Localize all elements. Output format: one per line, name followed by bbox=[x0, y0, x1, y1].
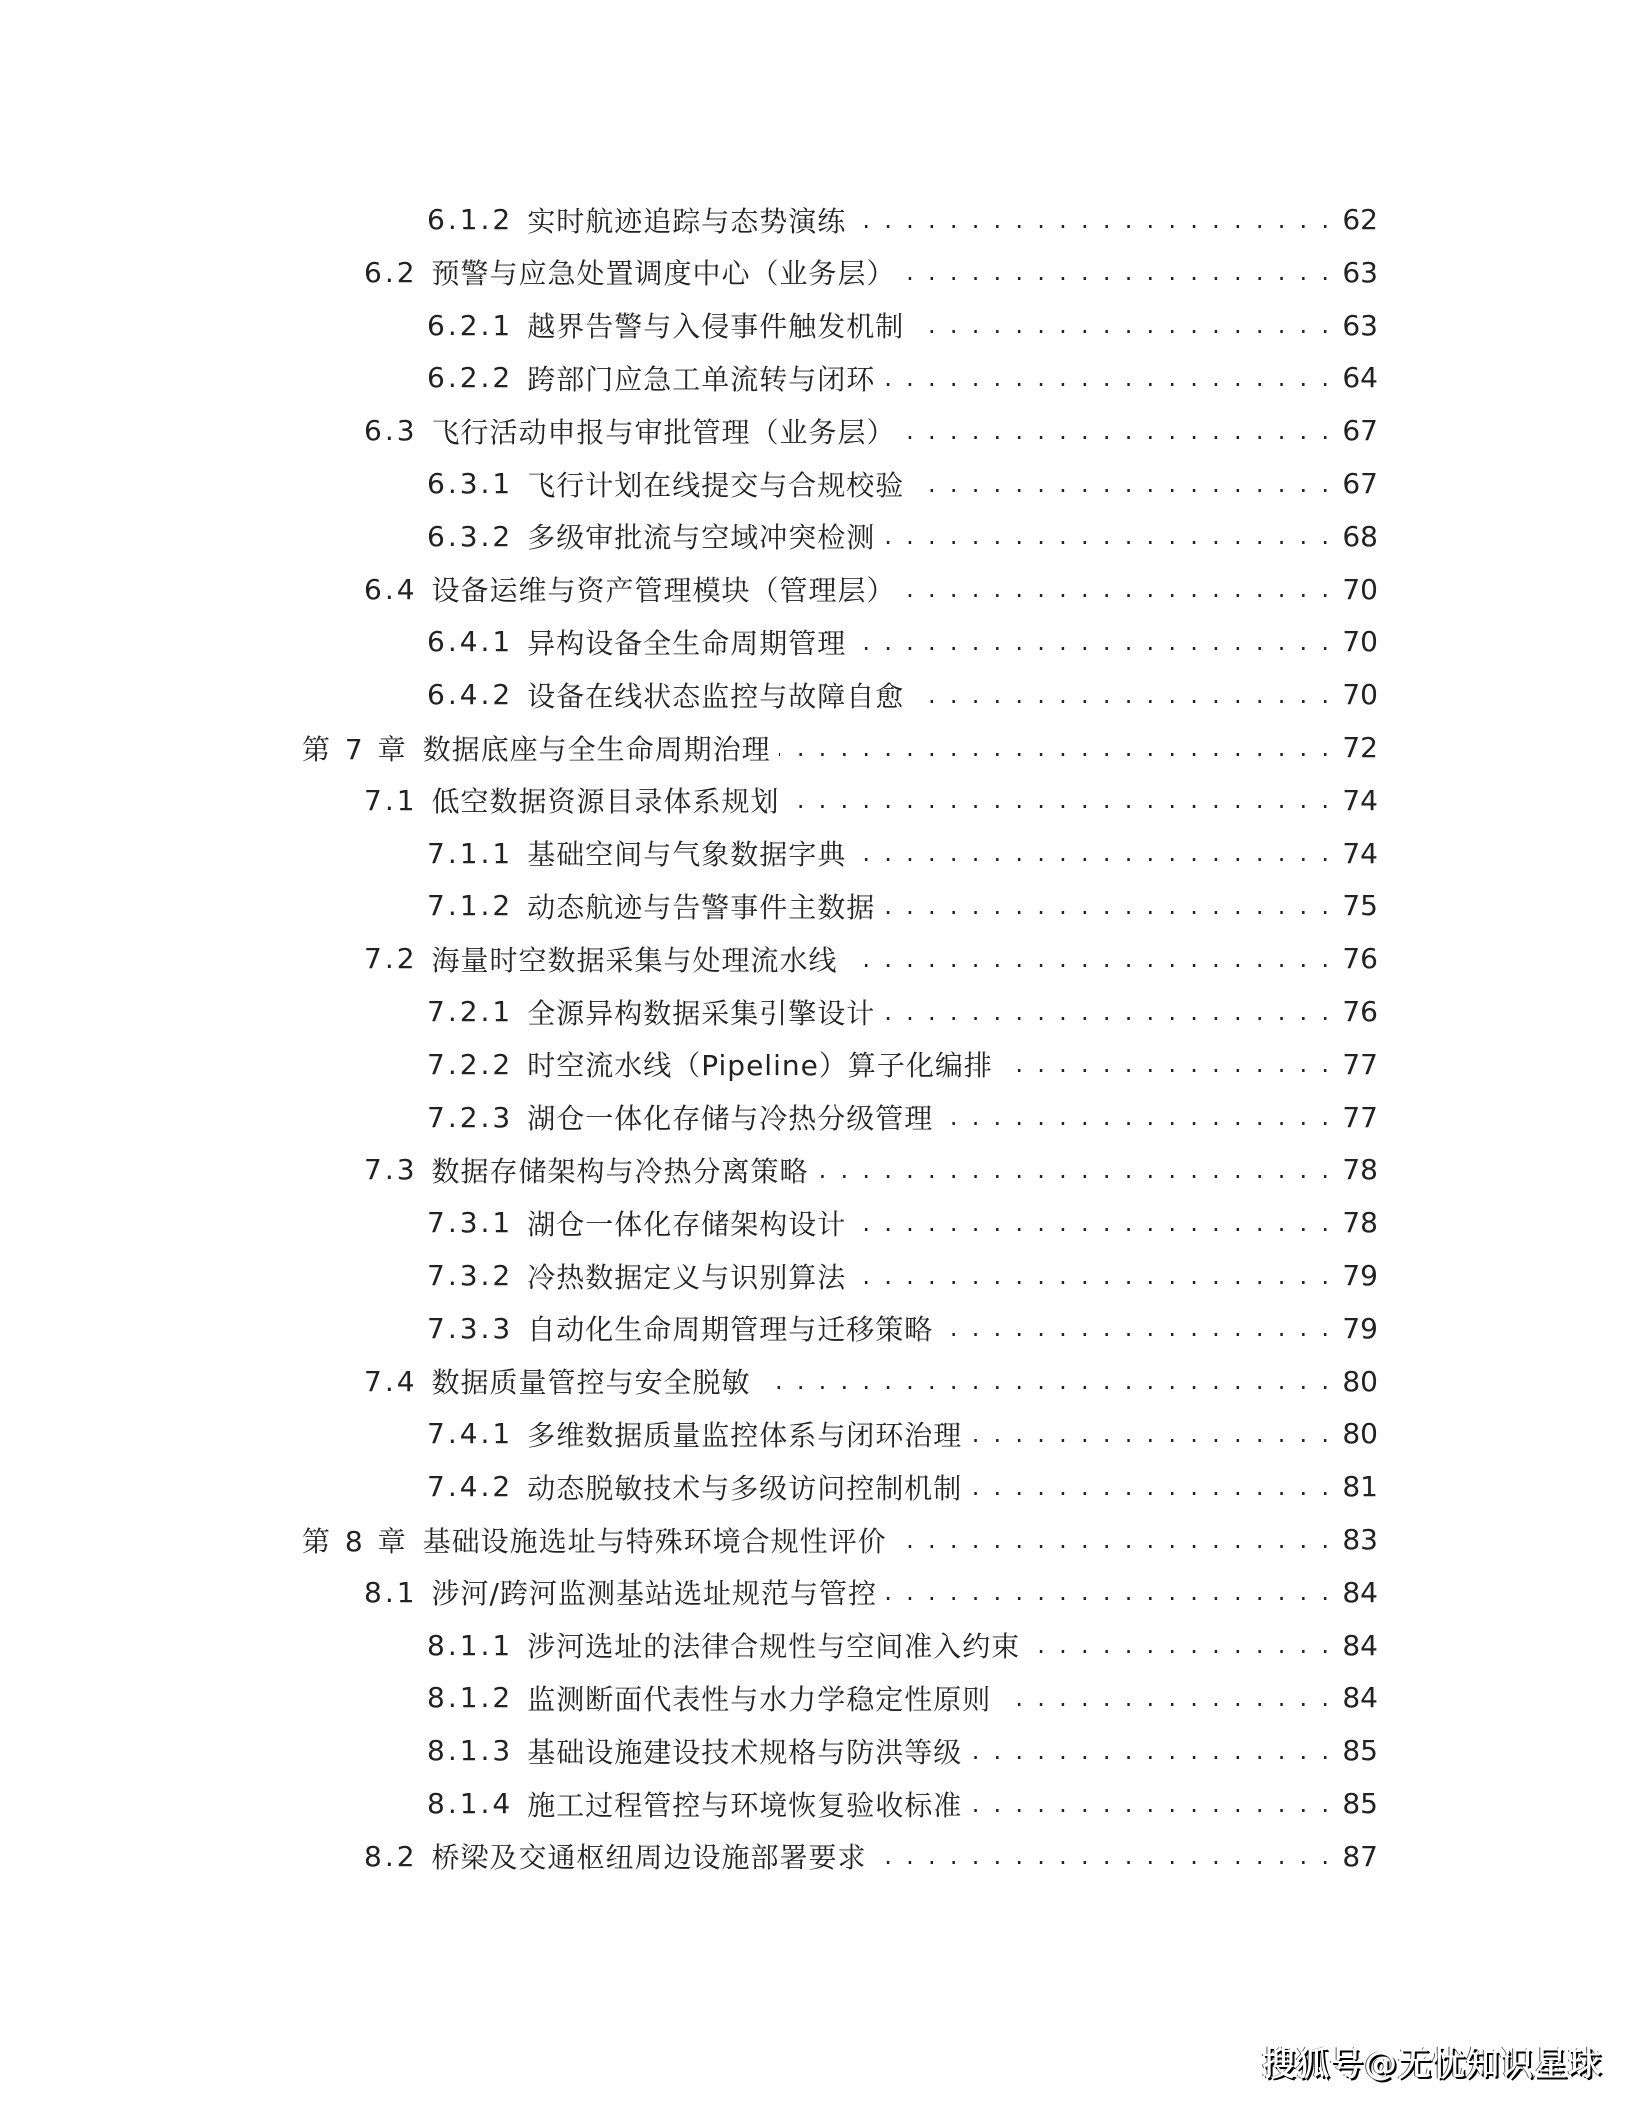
dot-leader bbox=[846, 932, 1333, 985]
toc-title: 预警与应急处置调度中心（业务层） bbox=[431, 257, 896, 291]
dot-leader bbox=[904, 246, 1333, 299]
toc-section[interactable] bbox=[364, 774, 1378, 827]
dot-leader bbox=[895, 1513, 1333, 1566]
toc-page-number: 80 bbox=[1342, 1364, 1378, 1398]
toc-page-number: 75 bbox=[1342, 889, 1378, 923]
toc-title: 飞行计划在线提交与合规校验 bbox=[527, 468, 905, 502]
toc-subsection[interactable] bbox=[427, 668, 1378, 721]
toc-title: 数据存储架构与冷热分离策略 bbox=[431, 1154, 809, 1188]
toc-title: 动态航迹与告警事件主数据 bbox=[527, 890, 876, 924]
toc-number: 8.1.1 bbox=[427, 1628, 514, 1662]
dot-leader bbox=[883, 351, 1332, 404]
toc-number: 7.2.1 bbox=[427, 995, 514, 1028]
toc-number: 8.1.2 bbox=[427, 1681, 514, 1715]
toc-subsection[interactable] bbox=[427, 351, 1378, 404]
toc-page-number: 81 bbox=[1342, 1470, 1378, 1504]
dot-leader bbox=[970, 1407, 1332, 1460]
toc-subsection[interactable] bbox=[427, 1671, 1378, 1724]
toc-title: 动态脱敏技术与多级访问控制机制 bbox=[527, 1471, 963, 1505]
toc-number: 6.3.2 bbox=[427, 519, 514, 553]
dot-leader bbox=[970, 1724, 1332, 1777]
toc-section[interactable] bbox=[364, 246, 1378, 299]
watermark: 搜狐号@无忧知识星球 bbox=[1262, 2044, 1602, 2083]
toc-title: 施工过程管控与环境恢复验收标准 bbox=[527, 1788, 963, 1822]
toc-number: 7.4 bbox=[364, 1364, 418, 1398]
toc-title: 数据质量管控与安全脱敏 bbox=[431, 1366, 751, 1400]
toc-number: 6.2.1 bbox=[427, 308, 514, 342]
toc-section[interactable] bbox=[364, 1830, 1378, 1883]
toc-page-number: 78 bbox=[1342, 1153, 1378, 1187]
toc-page-number: 79 bbox=[1342, 1311, 1378, 1345]
dot-leader bbox=[854, 827, 1332, 880]
toc-title: 基础设施建设技术规格与防洪等级 bbox=[527, 1735, 963, 1769]
dot-leader bbox=[817, 1143, 1333, 1196]
toc-section[interactable] bbox=[364, 932, 1378, 985]
toc-title: 多级审批流与空域冲突检测 bbox=[527, 521, 876, 555]
dot-leader bbox=[854, 615, 1332, 668]
toc-number: 6.3 bbox=[364, 414, 418, 448]
toc-page-number: 74 bbox=[1342, 783, 1378, 817]
toc-title: 全源异构数据采集引擎设计 bbox=[527, 996, 876, 1030]
toc-subsection[interactable] bbox=[427, 827, 1378, 880]
toc-number: 8.1.4 bbox=[427, 1787, 514, 1820]
toc-subsection[interactable] bbox=[427, 985, 1378, 1038]
toc-page-number: 74 bbox=[1342, 836, 1378, 870]
toc-title: 设备运维与资产管理模块（管理层） bbox=[431, 574, 896, 608]
toc-title: 海量时空数据采集与处理流水线 bbox=[431, 943, 838, 977]
toc-number: 7.1 bbox=[364, 783, 418, 817]
dot-leader bbox=[759, 1355, 1333, 1408]
toc-page-number: 67 bbox=[1342, 414, 1378, 448]
toc-title: 越界告警与入侵事件触发机制 bbox=[527, 310, 905, 344]
toc-title: 数据底座与全生命周期治理 bbox=[422, 732, 771, 766]
dot-leader bbox=[883, 510, 1332, 563]
toc-number: 6.2.2 bbox=[427, 361, 514, 395]
toc-title: 跨部门应急工单流转与闭环 bbox=[527, 362, 876, 396]
toc-number: 第 7 章 bbox=[302, 732, 409, 766]
toc-subsection[interactable] bbox=[427, 1460, 1378, 1513]
toc-number: 7.3.2 bbox=[427, 1259, 514, 1292]
dot-leader bbox=[788, 774, 1333, 827]
toc-page-number: 79 bbox=[1342, 1259, 1378, 1292]
toc-number: 6.4.2 bbox=[427, 678, 514, 712]
toc-subsection[interactable] bbox=[427, 1196, 1378, 1249]
toc-number: 第 8 章 bbox=[302, 1524, 409, 1558]
toc-title: 实时航迹追踪与态势演练 bbox=[527, 204, 847, 238]
dot-leader bbox=[941, 1091, 1332, 1144]
toc-title: 时空流水线（Pipeline）算子化编排 bbox=[527, 1049, 993, 1083]
toc-page-number: 62 bbox=[1342, 203, 1378, 236]
toc-title: 冷热数据定义与识别算法 bbox=[527, 1260, 847, 1294]
toc-subsection[interactable] bbox=[427, 1302, 1378, 1355]
toc-subsection[interactable] bbox=[427, 457, 1378, 510]
toc-page-number: 68 bbox=[1342, 519, 1378, 553]
toc-title: 低空数据资源目录体系规划 bbox=[431, 785, 780, 819]
dot-leader bbox=[912, 457, 1332, 510]
toc-page-number: 76 bbox=[1342, 942, 1378, 976]
toc-title: 湖仓一体化存储与冷热分级管理 bbox=[527, 1102, 934, 1136]
toc-page-number: 77 bbox=[1342, 1047, 1378, 1081]
toc-section[interactable] bbox=[364, 1355, 1378, 1408]
toc-subsection[interactable] bbox=[427, 299, 1378, 352]
dot-leader bbox=[904, 563, 1333, 616]
toc-subsection[interactable] bbox=[427, 1777, 1378, 1830]
toc-chapter[interactable] bbox=[302, 721, 1378, 774]
toc-subsection[interactable] bbox=[427, 1407, 1378, 1460]
dot-leader bbox=[779, 721, 1333, 774]
toc-number: 6.4.1 bbox=[427, 625, 514, 659]
toc-page-number: 85 bbox=[1342, 1734, 1378, 1768]
toc-page-number: 63 bbox=[1342, 308, 1378, 342]
toc-title: 自动化生命周期管理与迁移策略 bbox=[527, 1313, 934, 1347]
toc-page-number: 64 bbox=[1342, 361, 1378, 395]
toc-chapter[interactable] bbox=[302, 1513, 1378, 1566]
toc-section[interactable] bbox=[364, 404, 1378, 457]
toc-number: 6.4 bbox=[364, 572, 418, 606]
toc-section[interactable] bbox=[364, 563, 1378, 616]
toc-number: 8.1.3 bbox=[427, 1734, 514, 1768]
toc-subsection[interactable] bbox=[427, 1249, 1378, 1302]
toc-number: 6.1.2 bbox=[427, 203, 514, 236]
dot-leader bbox=[999, 1671, 1332, 1724]
toc-page-number: 72 bbox=[1342, 731, 1378, 764]
toc-number: 7.1.2 bbox=[427, 889, 514, 923]
toc-number: 8.1 bbox=[364, 1575, 418, 1609]
toc-number: 7.3.1 bbox=[427, 1206, 514, 1240]
dot-leader bbox=[912, 668, 1332, 721]
dot-leader bbox=[1028, 1619, 1332, 1672]
toc-title: 湖仓一体化存储架构设计 bbox=[527, 1207, 847, 1241]
toc-title: 飞行活动申报与审批管理（业务层） bbox=[431, 415, 896, 449]
toc-subsection[interactable] bbox=[427, 1091, 1378, 1144]
toc-page-number: 83 bbox=[1342, 1523, 1378, 1556]
toc-number: 7.1.1 bbox=[427, 836, 514, 870]
toc-number: 7.3 bbox=[364, 1153, 418, 1187]
toc-page-number: 67 bbox=[1342, 467, 1378, 500]
toc-number: 7.4.1 bbox=[427, 1417, 514, 1451]
toc-subsection[interactable] bbox=[427, 1619, 1378, 1672]
toc-subsection[interactable] bbox=[427, 879, 1378, 932]
dot-leader bbox=[970, 1460, 1332, 1513]
toc-page-number: 78 bbox=[1342, 1206, 1378, 1240]
toc-title: 桥梁及交通枢纽周边设施部署要求 bbox=[431, 1841, 867, 1875]
toc-page-number: 84 bbox=[1342, 1681, 1378, 1715]
dot-leader bbox=[885, 1566, 1332, 1619]
toc-page-number: 70 bbox=[1342, 678, 1378, 712]
dot-leader bbox=[854, 1249, 1332, 1302]
toc-number: 7.3.3 bbox=[427, 1311, 514, 1345]
dot-leader bbox=[883, 879, 1332, 932]
toc-number: 8.2 bbox=[364, 1839, 418, 1873]
dot-leader bbox=[854, 1196, 1332, 1249]
toc-subsection[interactable] bbox=[427, 510, 1378, 563]
dot-leader bbox=[875, 1830, 1333, 1883]
dot-leader bbox=[941, 1302, 1332, 1355]
toc-number: 7.2.2 bbox=[427, 1047, 514, 1081]
dot-leader bbox=[904, 404, 1333, 457]
toc-number: 6.3.1 bbox=[427, 467, 514, 500]
toc-title: 基础设施选址与特殊环境合规性评价 bbox=[422, 1524, 887, 1558]
toc-title: 设备在线状态监控与故障自愈 bbox=[527, 679, 905, 713]
toc-page-number: 77 bbox=[1342, 1100, 1378, 1134]
toc-title: 异构设备全生命周期管理 bbox=[527, 626, 847, 660]
toc-section[interactable] bbox=[364, 1566, 1378, 1619]
toc-number: 7.2.3 bbox=[427, 1100, 514, 1134]
toc-page-number: 80 bbox=[1342, 1417, 1378, 1451]
toc-number: 6.2 bbox=[364, 255, 418, 289]
toc-subsection[interactable] bbox=[427, 615, 1378, 668]
toc-title: 多维数据质量监控体系与闭环治理 bbox=[527, 1418, 963, 1452]
toc-page-number: 84 bbox=[1342, 1575, 1378, 1609]
toc-page-number: 70 bbox=[1342, 572, 1378, 606]
toc-title: 监测断面代表性与水力学稳定性原则 bbox=[527, 1682, 992, 1716]
toc-page-number: 85 bbox=[1342, 1787, 1378, 1820]
toc-subsection[interactable] bbox=[427, 1038, 1378, 1091]
toc-page-number: 87 bbox=[1342, 1839, 1378, 1873]
toc-number: 7.2 bbox=[364, 942, 418, 976]
toc-page-number: 76 bbox=[1342, 995, 1378, 1028]
toc-page-number: 84 bbox=[1342, 1628, 1378, 1662]
dot-leader bbox=[912, 299, 1332, 352]
dot-leader bbox=[883, 985, 1332, 1038]
toc-subsection[interactable] bbox=[427, 193, 1378, 246]
toc-page-number: 70 bbox=[1342, 625, 1378, 659]
toc-subsection[interactable] bbox=[427, 1724, 1378, 1777]
toc-page-number: 63 bbox=[1342, 255, 1378, 289]
toc-title: 涉河选址的法律合规性与空间准入约束 bbox=[527, 1630, 1021, 1664]
dot-leader bbox=[1001, 1038, 1333, 1091]
toc-section[interactable] bbox=[364, 1143, 1378, 1196]
toc-number: 7.4.2 bbox=[427, 1470, 514, 1504]
toc-title: 涉河/跨河监测基站选址规范与管控 bbox=[431, 1577, 877, 1611]
toc-title: 基础空间与气象数据字典 bbox=[527, 838, 847, 872]
dot-leader bbox=[854, 193, 1332, 246]
dot-leader bbox=[970, 1777, 1332, 1830]
